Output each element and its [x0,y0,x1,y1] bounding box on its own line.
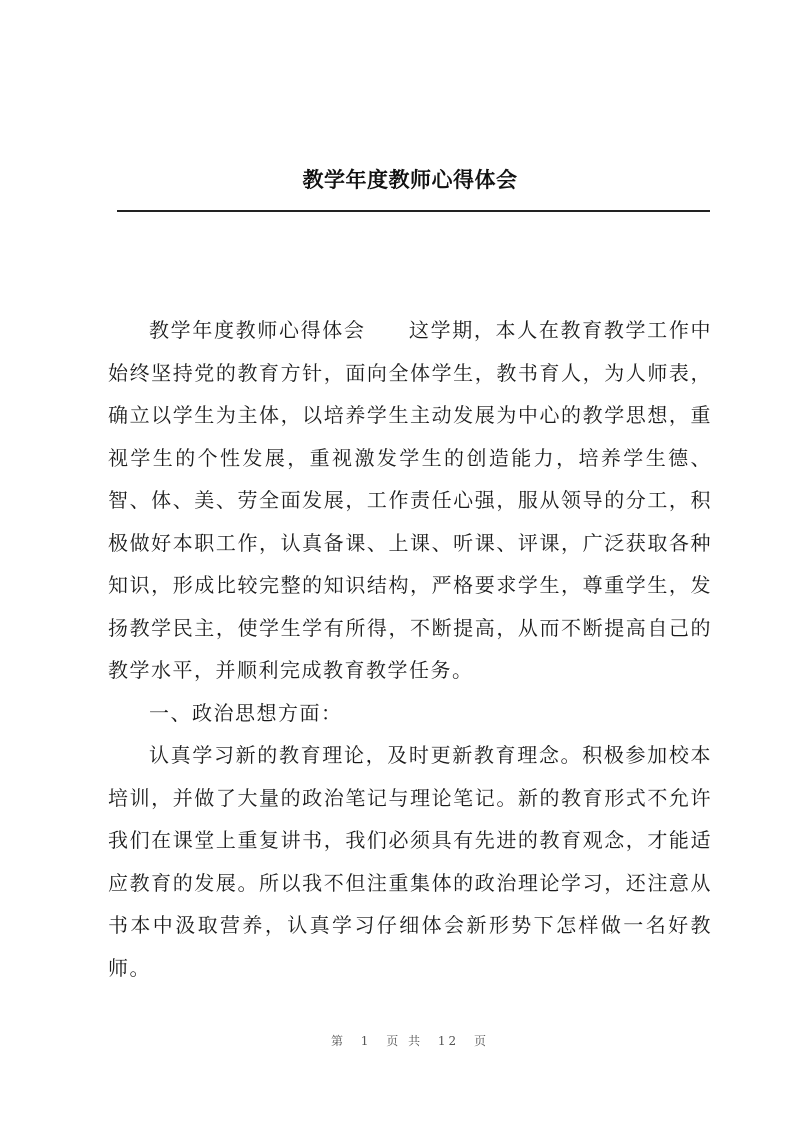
section-heading-political: 一、政治思想方面： [149,700,343,725]
title-divider [117,210,710,212]
footer-prefix: 第 [330,1034,346,1048]
footer-suffix: 页 [474,1034,490,1048]
document-body [108,309,712,989]
footer-page-total: 12 [437,1034,460,1048]
paragraph-intro: 教学年度教师心得体会 这学期，本人在教育教学工作中始终坚持党的教育方针，面向全体学生，教书育人，为人师表，确立以学生为主体，以培养学生主动发展为中心的教学思想，重视学生的个性发展，重视激发学生的创造能力，培养学生德、智、体、美、劳全面发展，工作责任心强，服从领导的分工，积极做好本职工作，认真备课、上课、听课、评课，广泛获取各种知识，形成比较完整的知识结构，严格要求学生，尊重学生，发扬教学民主，使学生学有所得，不断提高，从而不断提高自己的教学水平，并顺利完成教育教学任务。 [108,318,712,682]
footer-page-number: 1 [360,1034,372,1048]
page-footer [0,1032,800,1049]
page-title: 教学年度教师心得体会 [302,168,518,192]
paragraph-political: 认真学习新的教育理论，及时更新教育理念。积极参加校本培训，并做了大量的政治笔记与理论笔记。新的教育形式不允许我们在课堂上重复讲书，我们必须具有先进的教育观念，才能适应教育的发展。所以我不但注重集体的政治理论学习，还注意从书本中汲取营养，认真学习仔细体会新形势下怎样做一名好教师。 [108,743,712,980]
footer-middle: 页 共 [386,1034,424,1048]
